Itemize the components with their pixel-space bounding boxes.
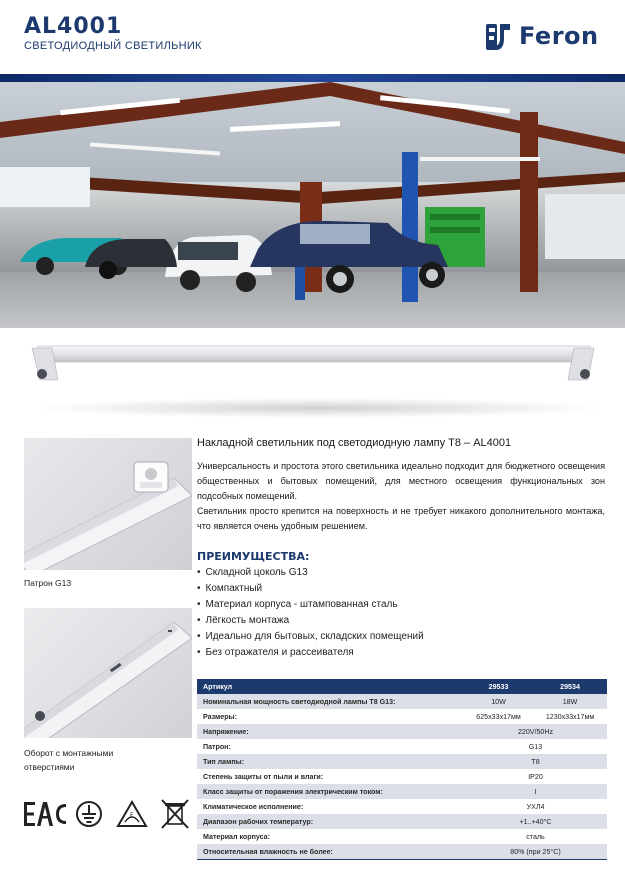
row-value: 1230x33x17мм <box>533 709 607 724</box>
row-value: G13 <box>464 739 607 754</box>
ground-symbol-icon <box>77 802 101 826</box>
row-label: Относительная влажность не более: <box>197 844 464 860</box>
advantages-list <box>197 565 424 661</box>
product-description <box>197 459 605 534</box>
row-value: 18W <box>533 694 607 709</box>
product-heading: Накладной светильник под светодиодную лампу Т8 – AL4001 <box>197 437 512 449</box>
table-row <box>197 739 607 754</box>
crossed-bin-icon <box>162 800 188 828</box>
caption-socket: Патрон G13 <box>24 578 72 588</box>
advantage-item: • Складной цоколь G13 <box>197 565 424 581</box>
row-label: Класс защиты от поражения электрическим током: <box>197 784 464 799</box>
row-label: Патрон: <box>197 739 464 754</box>
table-row <box>197 784 607 799</box>
table-row <box>197 754 607 769</box>
row-value: 625x33x17мм <box>464 709 533 724</box>
row-value: +1..+40°C <box>464 814 607 829</box>
table-row <box>197 829 607 844</box>
table-row <box>197 724 607 739</box>
table-row <box>197 694 607 709</box>
row-label: Тип лампы: <box>197 754 464 769</box>
row-label: Номинальная мощность светодиодной лампы Т8 G13: <box>197 694 464 709</box>
table-header-row <box>197 679 607 694</box>
mounting-holes-image <box>24 608 192 738</box>
row-value: сталь <box>464 829 607 844</box>
advantage-item: • Идеально для бытовых, складских помещений <box>197 629 424 645</box>
header-band <box>0 74 625 82</box>
row-label: Диапазон рабочих температур: <box>197 814 464 829</box>
garage-photo <box>0 82 625 328</box>
row-value: 10W <box>464 694 533 709</box>
eac-mark-icon <box>24 802 66 826</box>
table-row <box>197 814 607 829</box>
advantage-item: • Без отражателя и рассеивателя <box>197 645 424 661</box>
feron-logo-icon <box>486 22 512 52</box>
warning-triangle-icon <box>118 802 146 826</box>
luminaire-image <box>18 342 608 392</box>
luminaire-shadow <box>30 398 605 418</box>
table-row <box>197 844 607 860</box>
row-value: УХЛ4 <box>464 799 607 814</box>
socket-closeup-image <box>24 438 192 570</box>
row-label: Напряжение: <box>197 724 464 739</box>
row-value: 220V/50Hz <box>464 724 607 739</box>
advantage-item: • Лёгкость монтажа <box>197 613 424 629</box>
table-row <box>197 769 607 784</box>
advantage-item: • Материал корпуса - штампованная сталь <box>197 597 424 613</box>
row-label: Климатическое исполнение: <box>197 799 464 814</box>
row-label: Материал корпуса: <box>197 829 464 844</box>
svg-text:F: F <box>130 812 134 819</box>
table-row <box>197 709 607 724</box>
specifications-table <box>197 679 607 860</box>
column-header-article: Артикул <box>197 679 464 694</box>
description-paragraph-2: Светильник просто крепится на поверхность и не требует никакого дополнительного монтажа, что является очень удобным решением. <box>197 506 605 531</box>
model-subtitle: СВЕТОДИОДНЫЙ СВЕТИЛЬНИК <box>24 40 202 52</box>
advantages-title: ПРЕИМУЩЕСТВА: <box>197 550 310 563</box>
row-value: IP20 <box>464 769 607 784</box>
description-paragraph-1: Универсальность и простота этого светильника идеально подходит для бюджетного освещения общественных и бытовых помещений, для местного освещения функциональных зон подсобных помещений. <box>197 461 605 501</box>
certification-icons <box>22 796 192 832</box>
row-value: I <box>464 784 607 799</box>
row-label: Размеры: <box>197 709 464 724</box>
model-title: AL4001 <box>24 14 123 39</box>
column-header-29534: 29534 <box>533 679 607 694</box>
advantage-item: • Компактный <box>197 581 424 597</box>
table-row <box>197 799 607 814</box>
brand-name: Feron <box>519 22 599 50</box>
row-value: T8 <box>464 754 607 769</box>
column-header-29533: 29533 <box>464 679 533 694</box>
feron-logo <box>486 22 610 52</box>
caption-mounting: Оборот с монтажными отверстиями <box>24 748 114 772</box>
row-label: Степень защиты от пыли и влаги: <box>197 769 464 784</box>
page-header <box>0 0 625 74</box>
row-value: 80% (при 25°C) <box>464 844 607 860</box>
